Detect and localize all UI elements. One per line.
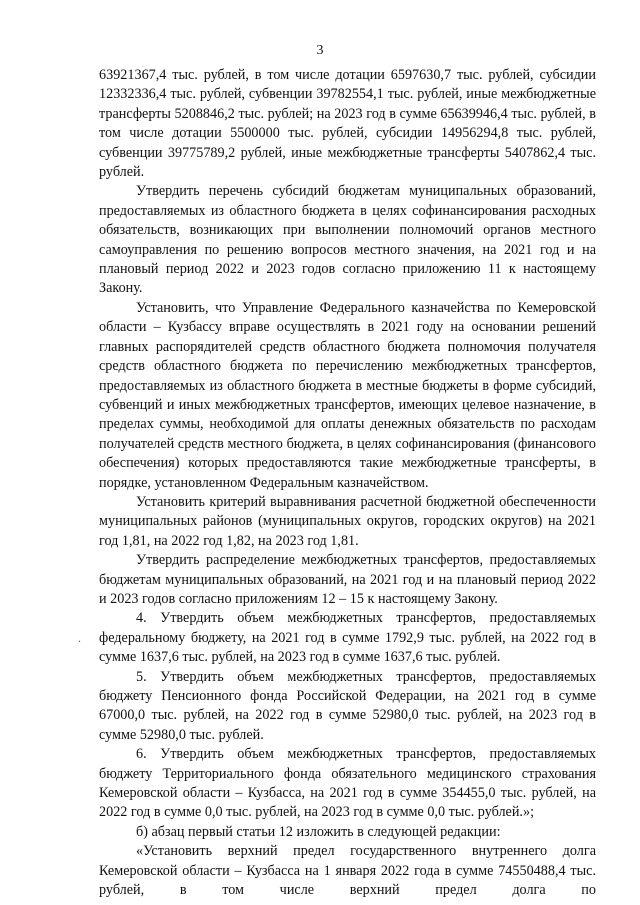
paragraph-subsidies-list: Утвердить перечень субсидий бюджетам муниципальных образований, предоставляемых из областного бюджета в целях софинансирования расходных обязательств, возникающих при выполнении полномочий органов местного самоуправления по решению вопросов местного значения, на 2021 год и на плановый период 2022 и 2023 годов согласно приложению 11 к настоящему Закону.	[99, 183, 596, 297]
paragraph-federal-transfers: 4. Утвердить объем межбюджетных трансфертов, предоставляемых федеральному бюджету, на 2021 год в сумме 1792,9 тыс. рублей, на 2022 год в сумме 1637,6 тыс. рублей, на 2023 год в сумме 1637,6 тыс. рублей.	[99, 610, 596, 666]
margin-mark: .	[78, 631, 81, 645]
document-body	[99, 66, 596, 900]
paragraph-equalization-criterion: Установить критерий выравнивания расчетной бюджетной обеспеченности муниципальных районов (муниципальных округов, городских округов) на 2021 год 1,81, на 2022 год 1,82, на 2023 год 1,81.	[99, 493, 596, 549]
page-number: 3	[316, 43, 324, 58]
paragraph-pension-fund-transfers: 5. Утвердить объем межбюджетных трансфертов, предоставляемых бюджету Пенсионного фонда Российской Федерации, на 2021 год в сумме 67000,0 тыс. рублей, на 2022 год в сумме 52980,0 тыс. рублей, на 2023 год в сумме 52980,0 тыс. рублей.	[99, 668, 596, 743]
paragraph-debt-limit: «Установить верхний предел государственного внутреннего долга Кемеровской области – Кузбасса на 1 января 2022 года в сумме 74550488,4 тыс. рублей, в том числе верхний предел долга по	[99, 843, 596, 899]
paragraph-treasury-authority: Установить, что Управление Федерального казначейства по Кемеровской области – Кузбассу вправе осуществлять в 2021 году на основании решений главных распорядителей средств областного бюджета полномочия получателя средств областного бюджета по перечислению межбюджетных трансфертов, предоставляемых из областного бюджета в местные бюджеты в форме субсидий, субвенций и иных межбюджетных трансфертов, имеющих целевое назначение, в пределах суммы, необходимой для оплаты денежных обязательств по расходам получателей средств местного бюджета, в целях софинансирования (финансового обеспечения) которых предоставляются такие межбюджетные трансферты, в порядке, установленном Федеральным казначейством.	[99, 299, 596, 491]
paragraph-medical-fund-transfers: 6. Утвердить объем межбюджетных трансфертов, предоставляемых бюджету Территориального фонда обязательного медицинского страхования Кемеровской области – Кузбасса, на 2021 год в сумме 354455,0 тыс. рублей, на 2022 год в сумме 0,0 тыс. рублей, на 2023 год в сумме 0,0 тыс. рублей.»;	[99, 746, 596, 821]
paragraph-transfer-distribution: Утвердить распределение межбюджетных трансфертов, предоставляемых бюджетам муниципальных образований, на 2021 год и на плановый период 2022 и 2023 годов согласно приложениям 12 – 15 к настоящему Закону.	[99, 552, 596, 607]
paragraph-budget-amounts: 63921367,4 тыс. рублей, в том числе дотации 6597630,7 тыс. рублей, субсидии 12332336,4 тыс. рублей, субвенции 39782554,1 тыс. рублей, иные межбюджетные трансферты 5208846,2 тыс. рублей; на 2023 год в сумме 65639946,4 тыс. рублей, в том числе дотации 5500000 тыс. рублей, субсидии 14956294,8 тыс. рублей, субвенции 39775789,2 рублей, иные межбюджетные трансферты 5407862,4 тыс. рублей.	[99, 67, 596, 181]
paragraph-article-12-amendment: б) абзац первый статьи 12 изложить в следующей редакции:	[136, 823, 501, 840]
